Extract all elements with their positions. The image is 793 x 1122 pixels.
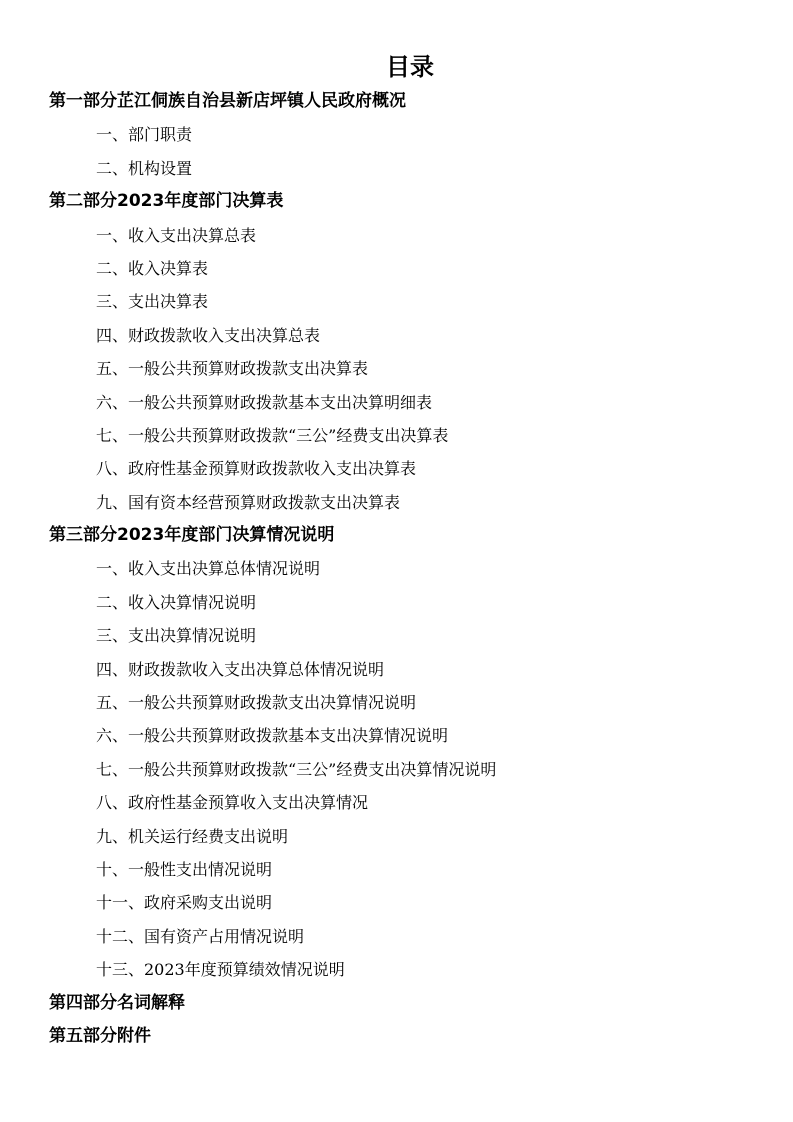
toc-part-3-heading[interactable]: 第三部分2023年度部门决算情况说明 — [49, 525, 335, 546]
toc-item[interactable]: 四、财政拨款收入支出决算总体情况说明 — [96, 659, 385, 679]
toc-title: 目录 — [386, 53, 434, 81]
toc-item[interactable]: 四、财政拨款收入支出决算总表 — [96, 325, 321, 345]
toc-item[interactable]: 十、一般性支出情况说明 — [96, 859, 273, 879]
toc-item[interactable]: 八、政府性基金预算收入支出决算情况 — [96, 793, 369, 813]
toc-item[interactable]: 七、一般公共预算财政拨款“三公”经费支出决算表 — [96, 425, 449, 445]
toc-item[interactable]: 五、一般公共预算财政拨款支出决算情况说明 — [96, 693, 417, 713]
toc-item[interactable]: 六、一般公共预算财政拨款基本支出决算情况说明 — [96, 726, 449, 746]
toc-item[interactable]: 一、收入支出决算总体情况说明 — [96, 559, 321, 579]
toc-item[interactable]: 一、部门职责 — [96, 125, 193, 145]
toc-item[interactable]: 七、一般公共预算财政拨款“三公”经费支出决算情况说明 — [96, 759, 497, 779]
toc-item[interactable]: 九、国有资本经营预算财政拨款支出决算表 — [96, 492, 401, 512]
table-of-contents — [0, 85, 793, 1053]
toc-item[interactable]: 二、机构设置 — [96, 158, 193, 178]
toc-item[interactable]: 八、政府性基金预算财政拨款收入支出决算表 — [96, 459, 417, 479]
toc-part-1-heading[interactable]: 第一部分芷江侗族自治县新店坪镇人民政府概况 — [49, 91, 406, 111]
toc-item[interactable]: 三、支出决算表 — [96, 292, 209, 312]
toc-part-2-heading[interactable]: 第二部分2023年度部门决算表 — [49, 191, 284, 212]
toc-part-4-heading[interactable]: 第四部分名词解释 — [49, 992, 185, 1013]
toc-item[interactable]: 十二、国有资产占用情况说明 — [96, 926, 305, 946]
toc-item[interactable]: 一、收入支出决算总表 — [96, 225, 257, 245]
toc-part-5-heading[interactable]: 第五部分附件 — [49, 1025, 151, 1046]
toc-item[interactable]: 十一、政府采购支出说明 — [96, 893, 273, 913]
toc-item[interactable]: 二、收入决算情况说明 — [96, 592, 257, 612]
toc-item[interactable]: 九、机关运行经费支出说明 — [96, 826, 289, 846]
toc-item[interactable]: 十三、2023年度预算绩效情况说明 — [96, 960, 345, 980]
toc-item[interactable]: 五、一般公共预算财政拨款支出决算表 — [96, 359, 369, 379]
toc-item[interactable]: 二、收入决算表 — [96, 258, 209, 278]
toc-item[interactable]: 六、一般公共预算财政拨款基本支出决算明细表 — [96, 392, 433, 412]
toc-item[interactable]: 三、支出决算情况说明 — [96, 626, 257, 646]
